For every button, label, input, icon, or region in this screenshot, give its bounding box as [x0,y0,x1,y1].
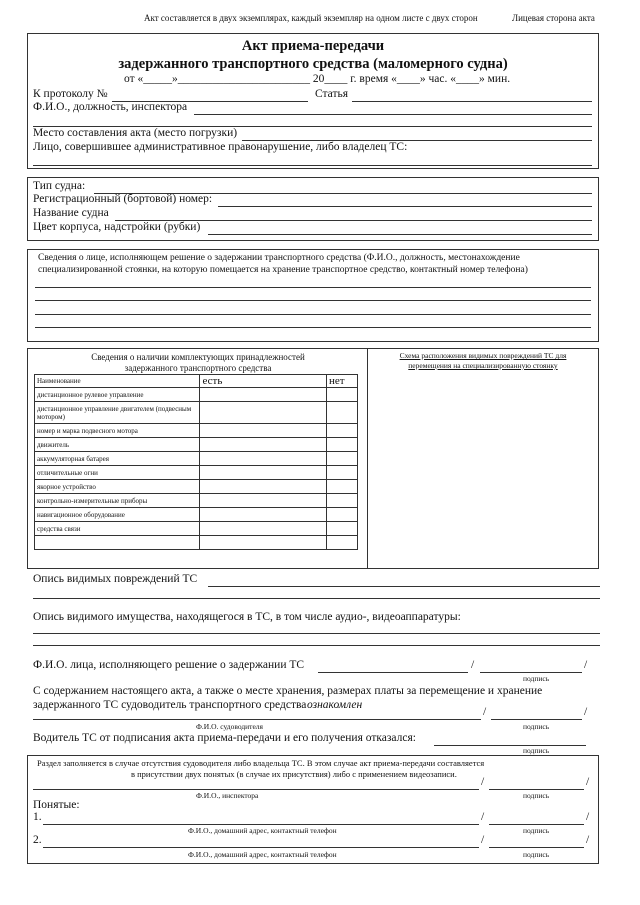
slash-separator: / [586,834,590,846]
table-row-label: контрольно-измерительные приборы [35,494,200,508]
acquaint-text-1: С содержанием настоящего акта, а также о месте хранения, размерах платы за перемещение и хранение [33,685,543,697]
reg-number-label: Регистрационный (бортовой) номер: [33,193,213,205]
slash-separator: / [586,811,590,823]
article-label: Статья [315,88,349,100]
damage-field-2[interactable] [33,598,600,599]
property-label: Опись видимого имущества, находящегося в ТС, в том числе аудио-, видеоаппаратуры: [33,611,461,623]
slash-separator: / [481,811,485,823]
signature-caption: подпись [523,791,550,800]
table-row-label: якорное устройство [35,480,200,494]
no-cell[interactable] [327,508,358,522]
offender-label: Лицо, совершившее административное правонарушение, либо владелец ТС: [33,141,408,153]
property-field-2[interactable] [33,645,600,646]
table-row-label: навигационное оборудование [35,508,200,522]
slash-separator: / [584,706,588,718]
no-cell[interactable] [327,438,358,452]
signature-caption: подпись [523,850,550,859]
equipment-table [34,374,358,550]
witness-note-1: Раздел заполняется в случае отсутствия судоводителя либо владельца ТС. В этом случае акт приема-передачи составляется [37,758,485,768]
witness-1-field[interactable] [43,824,479,825]
witness-note-2: в присутствии двух понятых (в случае их присутствия) либо с применением видеозаписи. [131,769,457,779]
executor-info-text-2: специализированной стоянки, на которую помещается на хранение транспортное средство, контактный номер телефона) [38,265,528,275]
signature-caption: подпись [523,674,550,683]
inspector-name-field-bottom[interactable] [33,789,479,790]
reg-number-field[interactable] [218,206,592,207]
col-yes-header: есть [200,375,327,388]
acquaint-text-2a: задержанного ТС судоводитель транспортного средства [33,699,307,711]
slash-separator: / [483,706,487,718]
driver-caption: Ф.И.О. судоводителя [196,722,263,731]
yes-cell[interactable] [200,452,327,466]
executor-info-text-1: Сведения о лице, исполняющем решение о задержании транспортного средства (Ф.И.О., должность, местонахождение [38,253,520,263]
header-side: Лицевая сторона акта [512,13,595,23]
table-row-label: дистанционное рулевое управление [35,388,200,402]
yes-cell[interactable] [200,402,327,424]
inspector-field[interactable] [194,114,592,115]
yes-cell[interactable] [200,438,327,452]
witnesses-label: Понятые: [33,799,80,811]
refused-signature-field[interactable] [434,745,586,746]
executor-name-field[interactable] [318,672,468,673]
driver-name-field[interactable] [33,719,481,720]
witness-1-number: 1. [33,811,42,823]
yes-cell[interactable] [200,424,327,438]
no-cell[interactable] [327,424,358,438]
no-cell[interactable] [327,452,358,466]
table-row-label: средства связи [35,522,200,536]
signature-caption: подпись [523,826,550,835]
property-field-1[interactable] [33,633,600,634]
ship-type-label: Тип судна: [33,180,86,192]
witness-1-caption: Ф.И.О., домашний адрес, контактный телефон [188,826,337,835]
equipment-table-title-1: Сведения о наличии комплектующих принадлежностей [91,352,305,362]
col-no-header: нет [327,375,358,388]
witness-2-signature[interactable] [489,847,584,848]
table-row-empty[interactable] [35,536,200,550]
executor-line-3[interactable] [35,314,591,315]
hull-color-label: Цвет корпуса, надстройки (рубки) [33,221,201,233]
executor-line-4[interactable] [35,327,591,328]
act-title: Акт приема-передачи [241,38,385,54]
act-subtitle: задержанного транспортного средства (маломерного судна) [118,56,508,72]
refused-label: Водитель ТС от подписания акта приема-передачи и его получения отказался: [33,732,416,744]
yes-cell[interactable] [200,466,327,480]
no-cell[interactable] [327,402,358,424]
no-cell[interactable] [327,388,358,402]
signature-caption: подпись [523,722,550,731]
header-note: Акт составляется в двух экземплярах, каждый экземпляр на одном листе с двух сторон [144,13,478,23]
place-label: Место составления акта (место погрузки) [33,127,238,139]
witness-2-caption: Ф.И.О., домашний адрес, контактный телефон [188,850,337,859]
signature-caption: подпись [523,746,550,755]
col-name-header: Наименование [35,375,200,388]
yes-cell[interactable] [200,388,327,402]
yes-cell[interactable] [200,480,327,494]
yes-cell[interactable] [200,508,327,522]
offender-field[interactable] [33,165,592,166]
table-row-label: аккумуляторная батарея [35,452,200,466]
slash-separator: / [586,776,590,788]
slash-separator: / [471,659,475,671]
equipment-table-title-2: задержанного транспортного средства [124,363,272,373]
yes-cell[interactable] [200,494,327,508]
acquaint-text-2b: ознакомлен [307,699,363,711]
slash-separator: / [481,776,485,788]
scheme-title-1: Схема расположения видимых повреждений ТС для [399,351,567,360]
executor-line-2[interactable] [35,300,591,301]
table-row-label: номер и марка подвесного мотора [35,424,200,438]
executor-line-1[interactable] [35,287,591,288]
no-cell[interactable] [327,466,358,480]
scheme-title-2: перемещения на специализированную стоянку [408,361,558,370]
hull-color-field[interactable] [208,234,592,235]
inspector-caption: Ф.И.О., инспектора [196,791,259,800]
no-cell[interactable] [327,494,358,508]
ship-name-label: Название судна [33,207,109,219]
no-cell[interactable] [327,522,358,536]
slash-separator: / [481,834,485,846]
damage-label: Опись видимых повреждений ТС [33,573,198,585]
inspector-label: Ф.И.О., должность, инспектора [33,101,188,113]
witness-2-number: 2. [33,834,42,846]
equipment-divider [367,348,368,569]
witness-1-signature[interactable] [489,824,584,825]
yes-cell[interactable] [200,536,327,550]
no-cell[interactable] [327,480,358,494]
inspector-signature-field-bottom[interactable] [489,789,584,790]
date-line: от «_____»_______________________ 20____ г. время «____» час. «____» мин. [124,73,511,85]
witness-2-field[interactable] [43,847,479,848]
article-field[interactable] [352,101,592,102]
no-cell[interactable] [327,536,358,550]
yes-cell[interactable] [200,522,327,536]
table-row-label: движитель [35,438,200,452]
slash-separator: / [584,659,588,671]
table-row-label: дистанционное управление двигателем (подвесным мотором) [35,402,200,424]
table-row-label: отличительные огни [35,466,200,480]
protocol-label: К протоколу № [33,88,108,100]
driver-signature-field[interactable] [491,719,582,720]
damage-field[interactable] [208,586,600,587]
executor-name-label: Ф.И.О. лица, исполняющего решение о задержании ТС [33,659,305,671]
executor-signature-field[interactable] [480,672,582,673]
